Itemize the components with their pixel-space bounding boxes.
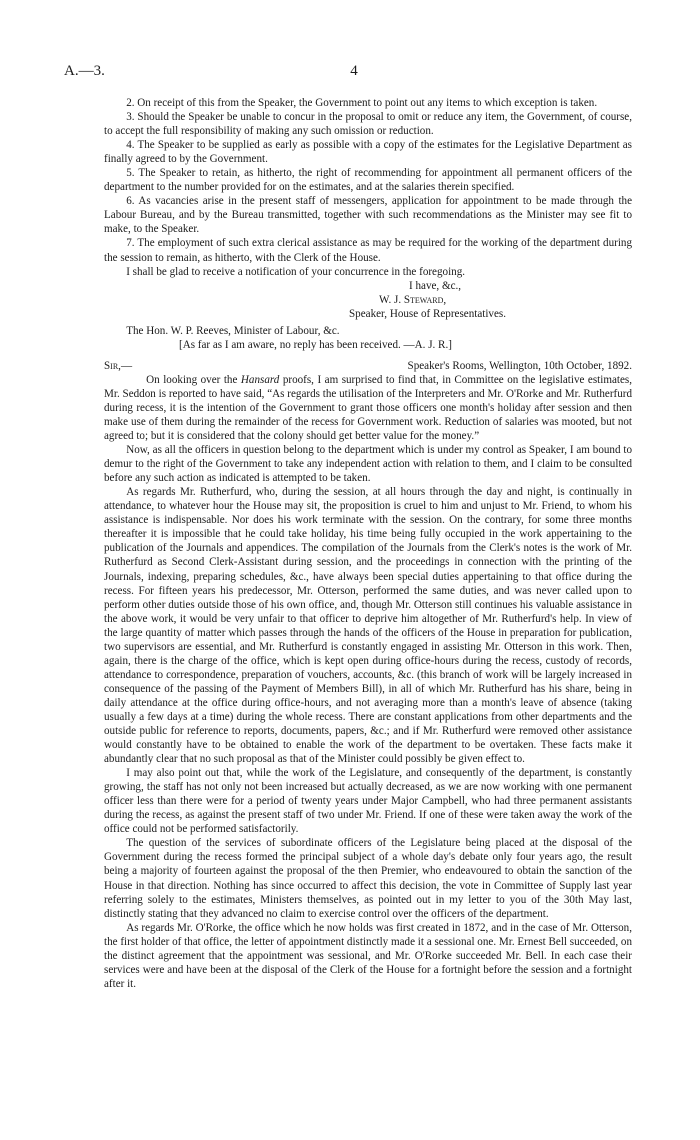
signature-block <box>349 279 632 321</box>
hansard-italic: Hansard <box>240 373 280 386</box>
letter-paragraph: As regards Mr. O'Rorke, the office which he now holds was first created in 1872, and in the case of Mr. Otterson, the first holder of that office, the letter of appointment distinctly made it a sessional one. Mr. Ernest Bell succeeded, on the distinct agreement that the appointment was sessional, and Mr. O'Rorke succeeded Mr. Bell. In each case their services were and have been at the disposal of the Clerk of the House for a fortnight before the session and a fortnight after it. <box>104 921 632 990</box>
letter-paragraph <box>104 373 632 443</box>
running-head <box>64 64 644 84</box>
list-item-2: 2. On receipt of this from the Speaker, the Government to point out any items to which exception is taken. <box>126 97 598 109</box>
letter-paragraph: I may also point out that, while the work of the Legislature, and consequently of the department, is constantly growing, the staff has not only not been increased but actually decreased, as we are now working with one permanent officer less than there were for a period of twenty years under Major Campbell, who had three permanent assistants during the recess, as against the present staff of two under Mr. Friend. If one of these were taken away the work of the office could not be performed satisfactorily. <box>104 767 632 836</box>
dateline: Speaker's Rooms, Wellington, 10th October, 1892. <box>407 359 632 372</box>
closing-line: I have, &c., <box>409 279 462 292</box>
document-reference: A.—3. <box>64 63 105 79</box>
signatory-title: Speaker, House of Representatives. <box>349 307 506 320</box>
list-item-5: 5. The Speaker to retain, as hitherto, the right of recommending for appointment all permanent officers of the department to the number provided for on the estimates, and at the salaries therein specified. <box>104 167 632 194</box>
letter-paragraph: As regards Mr. Rutherfurd, who, during the session, at all hours through the day and night, is continually in attendance, to whatever hour the House may sit, the proposition is cruel to him and unjust to Mr. Friend, to whom his assistance is indispensable. Nor does his work terminate with the session. On the contrary, for some three months thereafter it is impossible that he could take holiday, his time being fully occupied in the work appertaining to the publication of the Journals and appendices. The compilation of the Journals from the Clerk's notes is the work of Mr. Rutherfurd as Second Clerk-Assistant during session, and the proceedings in connection with the printing of the Journals, indexing, preparing schedules, &c., have always been special duties appertaining to that office during the recess. For fifteen years his predecessor, Mr. Otterson, performed the same duties, and was never called upon to perform other duties outside those of his own office, and, though Mr. Otterson still continues his valuable assistance in the above work, it would be very unfair to that officer to deprive him altogether of Mr. Rutherfurd's help. In view of the large quantity of matter which passes through the hands of the officers of the House in preparation for publication, two supervisors are essential, and Mr. Rutherfurd is constantly engaged in assisting Mr. Otterson in this work. Then, again, there is the charge of the office, which is kept open during office-hours during the recess, custody of records, attendance to correspondence, preparation of vouchers, accounts, &c. (this branch of work will be largely increased in consequence of the passing of the Payment of Members Bill), in all of which Mr. Rutherfurd has his share, being in daily attendance at the office during office-hours, and not averaging more than a month's leave of absence (taking usually a few days at a time) during the whole recess. There are constant applications from other departments and the outside public for reference to reports, documents, papers, &c.; and if Mr. Rutherfurd were removed other assistance would constantly have to be obtained to enable the work of the department to be overtaken. These facts make it abundantly clear that no such proposal as that of the Minister could possibly be given effect to. <box>104 486 632 766</box>
paragraph-text: proofs, I am surprised to find that, in Committee on the legislative estimates, Mr. Seddon is reported to have said, “As regards the utilisation of the Interpreters and Mr. O'Rorke and Mr. Rutherfurd during recess, it is the intention of the Government to grant those officers one month's holiday after session and then make use of them during the remainder of the recess for Government work. Reduction of salaries was mooted, but not agreed to; but it is considered that the colony should get better value for the money.” <box>104 373 632 443</box>
letter-paragraph: The question of the services of subordinate officers of the Legislature being placed at the disposal of the Government during the recess formed the principal subject of a whole day's debate only four years ago, the result being a majority of fourteen against the proposal of the then Premier, who endeavoured to obtain the sanction of the House in that direction. Nothing has since occurred to affect this decision, the vote in Committee of Supply last year referring solely to the estimates, Ministers themselves, as pointed out in my letter to you of the 30th May last, distinctly stating that they advanced no claim to exercise control over the officers of the department. <box>104 837 632 920</box>
salutation: Sir,— <box>104 359 133 372</box>
signatory-name: W. J. Steward, <box>379 293 447 306</box>
addressee: The Hon. W. P. Reeves, Minister of Labour, &c. <box>126 324 340 337</box>
letter-heading <box>104 359 632 373</box>
paragraph-text: On looking over the <box>146 373 241 386</box>
document-body <box>104 96 632 991</box>
letter-paragraph: Now, as all the officers in question belong to the department which is under my control as Speaker, I am bound to demur to the right of the Government to take any independent action with relation to them, and I claim to be consulted before any such action as indicated is attempted to be taken. <box>104 444 632 485</box>
list-item-3: 3. Should the Speaker be unable to concur in the proposal to omit or reduce any item, the Government, of course, to accept the full responsibility of making any such omission or reduction. <box>104 111 632 138</box>
page-number: 4 <box>350 63 358 79</box>
list-item-6: 6. As vacancies arise in the present staff of messengers, application for appointment to be made through the Labour Bureau, and by the Bureau transmitted, together with such recommendations as the Minister may see fit to make, to the Speaker. <box>104 195 632 236</box>
list-item-7: 7. The employment of such extra clerical assistance as may be required for the working of the department during the session to remain, as hitherto, with the Clerk of the House. <box>104 237 632 264</box>
editorial-note: [As far as I am aware, no reply has been received. —A. J. R.] <box>179 338 452 351</box>
concurrence-line: I shall be glad to receive a notification of your concurrence in the foregoing. <box>126 265 466 278</box>
list-item-4: 4. The Speaker to be supplied as early as possible with a copy of the estimates for the Legislative Department as finally agreed to by the Government. <box>104 139 632 166</box>
